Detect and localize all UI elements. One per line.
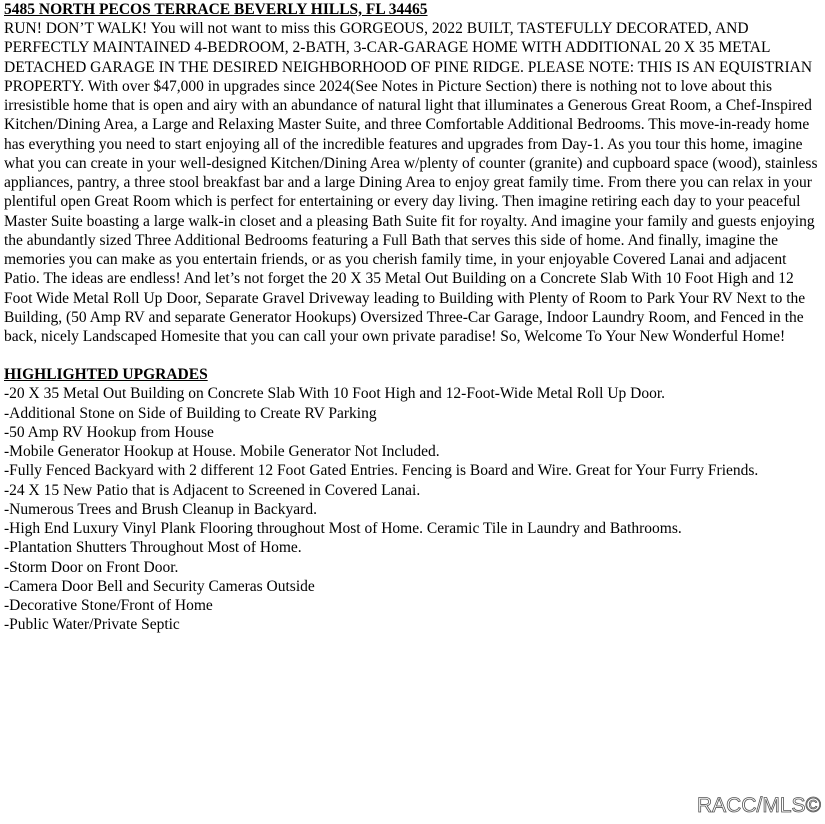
upgrade-item: -Decorative Stone/Front of Home bbox=[4, 597, 213, 614]
upgrade-item: -Mobile Generator Hookup at House. Mobile Generator Not Included. bbox=[4, 443, 440, 460]
listing-document bbox=[4, 0, 820, 635]
section-spacer bbox=[4, 346, 820, 365]
mls-watermark: RACC/MLS© bbox=[697, 794, 821, 817]
upgrade-item: -Public Water/Private Septic bbox=[4, 616, 180, 634]
upgrade-item: -Camera Door Bell and Security Cameras Outside bbox=[4, 577, 315, 595]
upgrade-item: -Fully Fenced Backyard with 2 different 12 Foot Gated Entries. Fencing is Board and Wire. Great for Your Furry Friends. bbox=[4, 462, 759, 480]
upgrade-item: -50 Amp RV Hookup from House bbox=[4, 423, 214, 441]
upgrade-item: -Storm Door on Front Door. bbox=[4, 558, 179, 576]
upgrades-list bbox=[4, 384, 820, 634]
property-description: RUN! DON’T WALK! You will not want to miss this GORGEOUS, 2022 BUILT, TASTEFULLY DECORATED, AND PERFECTLY MAINTAINED 4-BEDROOM, 2-BATH, 3-CAR-GARAGE HOME WITH ADDITIONAL 20 X 35 METAL DETACHED GARAGE IN THE DESIRED NEIGHBORHOOD OF PINE RIDGE. PLEASE NOTE: THIS IS AN EQUISTRIAN PROPERTY. With over $47,000 in upgrades since 2024(See Notes in Picture Section) there is nothing not to love about this irresistible home that is open and airy with an abundance of natural light that illuminates a Generous Great Room, a Chef-Inspired Kitchen/Dining Area, a Large and Relaxing Master Suite, and three Comfortable Additional Bedrooms. This move-in-ready home has everything you need to start enjoying all of the incredible features and upgrades from Day-1. As you tour this home, imagine what you can create in your well-designed Kitchen/Dining Area w/plenty of counter (granite) and cupboard space (wood), stainless appliances, pantry, a three stool breakfast bar and a large Dining Area to enjoy great family time. From there you can relax in your plentiful open Great Room which is perfect for entertaining or every day living. Then imagine retiring each day to your peaceful Master Suite boasting a large walk-in closet and a pleasing Bath Suite fit for royalty. And imagine your family and guests enjoying the abundantly sized Three Additional Bedrooms featuring a Full Bath that serves this side of home. And finally, imagine the memories you can make as you entertain friends, or as you cherish family time, in your enjoyable Covered Lanai and adjacent Patio. The ideas are endless! And let’s not forget the 20 X 35 Metal Out Building on a Concrete Slab With 10 Foot High and 12 Foot Wide Metal Roll Up Door, Separate Gravel Driveway leading to Building with Plenty of Room to Park Your RV Next to the Building, (50 Amp RV and separate Generator Hookups) Oversized Three-Car Garage, Indoor Laundry Room, and Fenced in the back, nicely Landscaped Homesite that you can call your own private paradise! So, Welcome To Your New Wonderful Home! bbox=[4, 20, 818, 345]
upgrade-item: -High End Luxury Vinyl Plank Flooring throughout Most of Home. Ceramic Tile in Laundry and Bathrooms. bbox=[4, 520, 682, 537]
upgrade-item: -Plantation Shutters Throughout Most of Home. bbox=[4, 539, 302, 557]
upgrades-heading: HIGHLIGHTED UPGRADES bbox=[4, 366, 208, 384]
property-address-title: 5485 NORTH PECOS TERRACE BEVERLY HILLS, FL 34465 bbox=[4, 1, 428, 18]
upgrade-item: -20 X 35 Metal Out Building on Concrete Slab With 10 Foot High and 12-Foot-Wide Metal Roll Up Door. bbox=[4, 385, 666, 403]
upgrade-item: -24 X 15 New Patio that is Adjacent to Screened in Covered Lanai. bbox=[4, 481, 421, 499]
upgrade-item: -Additional Stone on Side of Building to Create RV Parking bbox=[4, 404, 377, 422]
upgrade-item: -Numerous Trees and Brush Cleanup in Backyard. bbox=[4, 500, 317, 518]
